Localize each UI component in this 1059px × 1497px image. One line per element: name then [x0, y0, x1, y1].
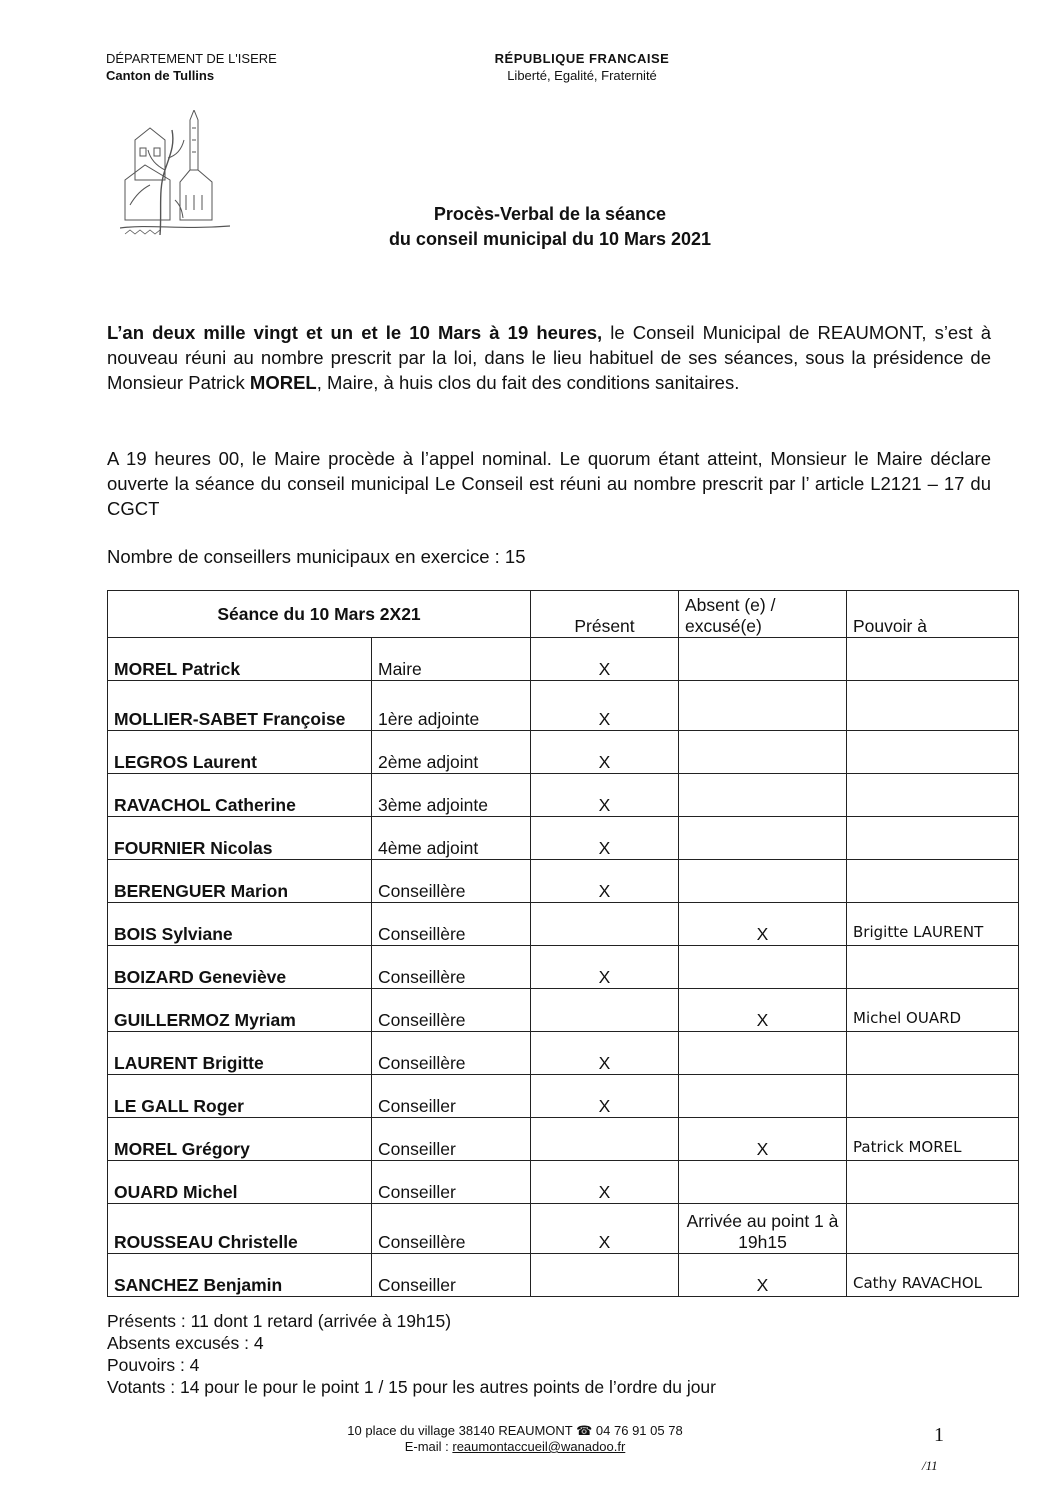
councillor-role: Conseiller	[372, 1254, 531, 1297]
councillor-name: BERENGUER Marion	[108, 860, 372, 903]
proxy-holder	[847, 946, 1019, 989]
footer-email-link[interactable]: reaumontaccueil@wanadoo.fr	[452, 1439, 626, 1454]
summary-absents: Absents excusés : 4	[107, 1333, 264, 1353]
councillor-name: BOIS Sylviane	[108, 903, 372, 946]
councillor-name: LEGROS Laurent	[108, 731, 372, 774]
present-mark: X	[531, 731, 679, 774]
summary-votants: Votants : 14 pour le pour le point 1 / 15 pour les autres points de l’ordre du jour	[107, 1377, 716, 1397]
absent-mark	[679, 1075, 847, 1118]
proxy-holder: Brigitte LAURENT	[847, 903, 1019, 946]
councillor-role: 1ère adjointe	[372, 681, 531, 731]
page-total: /11	[922, 1458, 938, 1473]
table-row	[108, 731, 1019, 774]
attendance-summary	[107, 1310, 716, 1398]
intro-date-bold: L’an deux mille vingt et un et le 10 Mars à 19 heures,	[107, 322, 603, 343]
intro-text-a: le Conseil Municipal de REAUMONT, s’est à nouveau réuni au nombre prescrit par la loi, dans le lieu habituel de ses séances, sous la présidence de Monsieur Patrick	[107, 322, 992, 393]
councillor-name: MOLLIER-SABET Françoise	[108, 681, 372, 731]
present-mark	[531, 989, 679, 1032]
councillor-role: Conseillère	[372, 1032, 531, 1075]
proxy-holder	[847, 860, 1019, 903]
councillor-role: Conseillère	[372, 860, 531, 903]
councillor-role: Maire	[372, 638, 531, 681]
absent-header-line2: excusé(e)	[685, 616, 762, 636]
present-mark: X	[531, 1075, 679, 1118]
present-mark: X	[531, 1161, 679, 1204]
proxy-holder	[847, 817, 1019, 860]
absent-mark	[679, 638, 847, 681]
title-line-1: Procès-Verbal de la séance	[433, 204, 667, 224]
absent-mark: Arrivée au point 1 à 19h15	[679, 1204, 847, 1254]
councillor-name: LAURENT Brigitte	[108, 1032, 372, 1075]
table-header-row	[108, 591, 1019, 638]
absent-header	[679, 591, 847, 638]
councillor-name: BOIZARD Geneviève	[108, 946, 372, 989]
footer-email-label: E-mail :	[404, 1439, 453, 1454]
village-church-drawing-icon	[120, 110, 230, 240]
canton-name: Canton de Tullins	[106, 68, 215, 83]
councillor-role: Conseillère	[372, 946, 531, 989]
summary-presents: Présents : 11 dont 1 retard (arrivée à 19h15)	[107, 1311, 452, 1331]
table-row	[108, 860, 1019, 903]
present-mark	[531, 1118, 679, 1161]
mayor-name-bold: MOREL	[249, 372, 317, 393]
present-mark: X	[531, 681, 679, 731]
councillor-role: 3ème adjointe	[372, 774, 531, 817]
present-mark: X	[531, 1032, 679, 1075]
councillor-role: Conseiller	[372, 1118, 531, 1161]
proxy-holder: Cathy RAVACHOL	[847, 1254, 1019, 1297]
absent-mark	[679, 946, 847, 989]
absent-mark	[679, 774, 847, 817]
table-row	[108, 1161, 1019, 1204]
table-row	[108, 1032, 1019, 1075]
absent-mark: X	[679, 1254, 847, 1297]
absent-mark	[679, 681, 847, 731]
intro-paragraph	[107, 320, 991, 395]
present-mark: X	[531, 946, 679, 989]
councillor-role: Conseillère	[372, 989, 531, 1032]
councillor-name: GUILLERMOZ Myriam	[108, 989, 372, 1032]
table-row	[108, 1204, 1019, 1254]
councillor-role: Conseillère	[372, 1204, 531, 1254]
present-header: Présent	[531, 591, 679, 638]
table-row	[108, 1075, 1019, 1118]
councillor-role: 2ème adjoint	[372, 731, 531, 774]
footer-address: 10 place du village 38140 REAUMONT ☎ 04 76 91 05 78	[347, 1423, 683, 1438]
intro-text-b: , Maire, à huis clos du fait des conditions sanitaires.	[316, 372, 740, 393]
quorum-paragraph: A 19 heures 00, le Maire procède à l’appel nominal. Le quorum étant atteint, Monsieur le Maire déclare ouverte la séance du conseil municipal Le Conseil est réuni au nombre prescrit par l’ article L2121 – 17 du CGCT	[107, 448, 991, 519]
republic-name: RÉPUBLIQUE FRANCAISE	[494, 51, 670, 66]
present-mark: X	[531, 817, 679, 860]
absent-mark: X	[679, 903, 847, 946]
footer-email-line	[300, 1439, 730, 1455]
table-row	[108, 1254, 1019, 1297]
republic-motto: Liberté, Egalité, Fraternité	[507, 68, 657, 83]
councillor-name: OUARD Michel	[108, 1161, 372, 1204]
absent-mark	[679, 817, 847, 860]
absent-mark	[679, 1161, 847, 1204]
proxy-holder	[847, 1032, 1019, 1075]
table-row	[108, 774, 1019, 817]
table-row	[108, 903, 1019, 946]
present-mark	[531, 903, 679, 946]
table-row	[108, 681, 1019, 731]
proxy-holder	[847, 731, 1019, 774]
republic-header	[440, 50, 724, 84]
councillor-role: Conseiller	[372, 1075, 531, 1118]
page-number: 1	[934, 1424, 944, 1446]
councillor-role: Conseillère	[372, 903, 531, 946]
councillor-count: Nombre de conseillers municipaux en exercice : 15	[107, 546, 526, 567]
table-row	[108, 989, 1019, 1032]
summary-pouvoirs: Pouvoirs : 4	[107, 1355, 200, 1375]
present-mark: X	[531, 1204, 679, 1254]
present-mark	[531, 1254, 679, 1297]
councillor-name: FOURNIER Nicolas	[108, 817, 372, 860]
department-name: DÉPARTEMENT DE L'ISERE	[106, 51, 277, 66]
proxy-holder	[847, 1075, 1019, 1118]
councillor-name: RAVACHOL Catherine	[108, 774, 372, 817]
table-row	[108, 817, 1019, 860]
absent-mark	[679, 731, 847, 774]
present-mark: X	[531, 774, 679, 817]
present-mark: X	[531, 860, 679, 903]
councillor-name: ROUSSEAU Christelle	[108, 1204, 372, 1254]
proxy-holder	[847, 1161, 1019, 1204]
councillor-name: LE GALL Roger	[108, 1075, 372, 1118]
table-row	[108, 1118, 1019, 1161]
proxy-holder	[847, 638, 1019, 681]
councillor-role: 4ème adjoint	[372, 817, 531, 860]
absent-mark: X	[679, 989, 847, 1032]
absent-header-line1: Absent (e) /	[685, 595, 776, 615]
table-row	[108, 946, 1019, 989]
councillor-name: MOREL Grégory	[108, 1118, 372, 1161]
table-row	[108, 638, 1019, 681]
councillor-name: MOREL Patrick	[108, 638, 372, 681]
present-mark: X	[531, 638, 679, 681]
document-title	[320, 202, 780, 252]
councillor-name: SANCHEZ Benjamin	[108, 1254, 372, 1297]
absent-mark: X	[679, 1118, 847, 1161]
proxy-holder	[847, 774, 1019, 817]
proxy-holder: Michel OUARD	[847, 989, 1019, 1032]
proxy-holder	[847, 681, 1019, 731]
proxy-holder: Patrick MOREL	[847, 1118, 1019, 1161]
proxy-holder	[847, 1204, 1019, 1254]
session-title: Séance du 10 Mars 2X21	[108, 591, 531, 638]
absent-mark	[679, 860, 847, 903]
department-header	[106, 50, 277, 84]
footer	[300, 1423, 730, 1455]
attendance-table	[107, 590, 1019, 1297]
proxy-header: Pouvoir à	[847, 591, 1019, 638]
title-line-2: du conseil municipal du 10 Mars 2021	[388, 229, 712, 249]
councillor-role: Conseiller	[372, 1161, 531, 1204]
absent-mark	[679, 1032, 847, 1075]
